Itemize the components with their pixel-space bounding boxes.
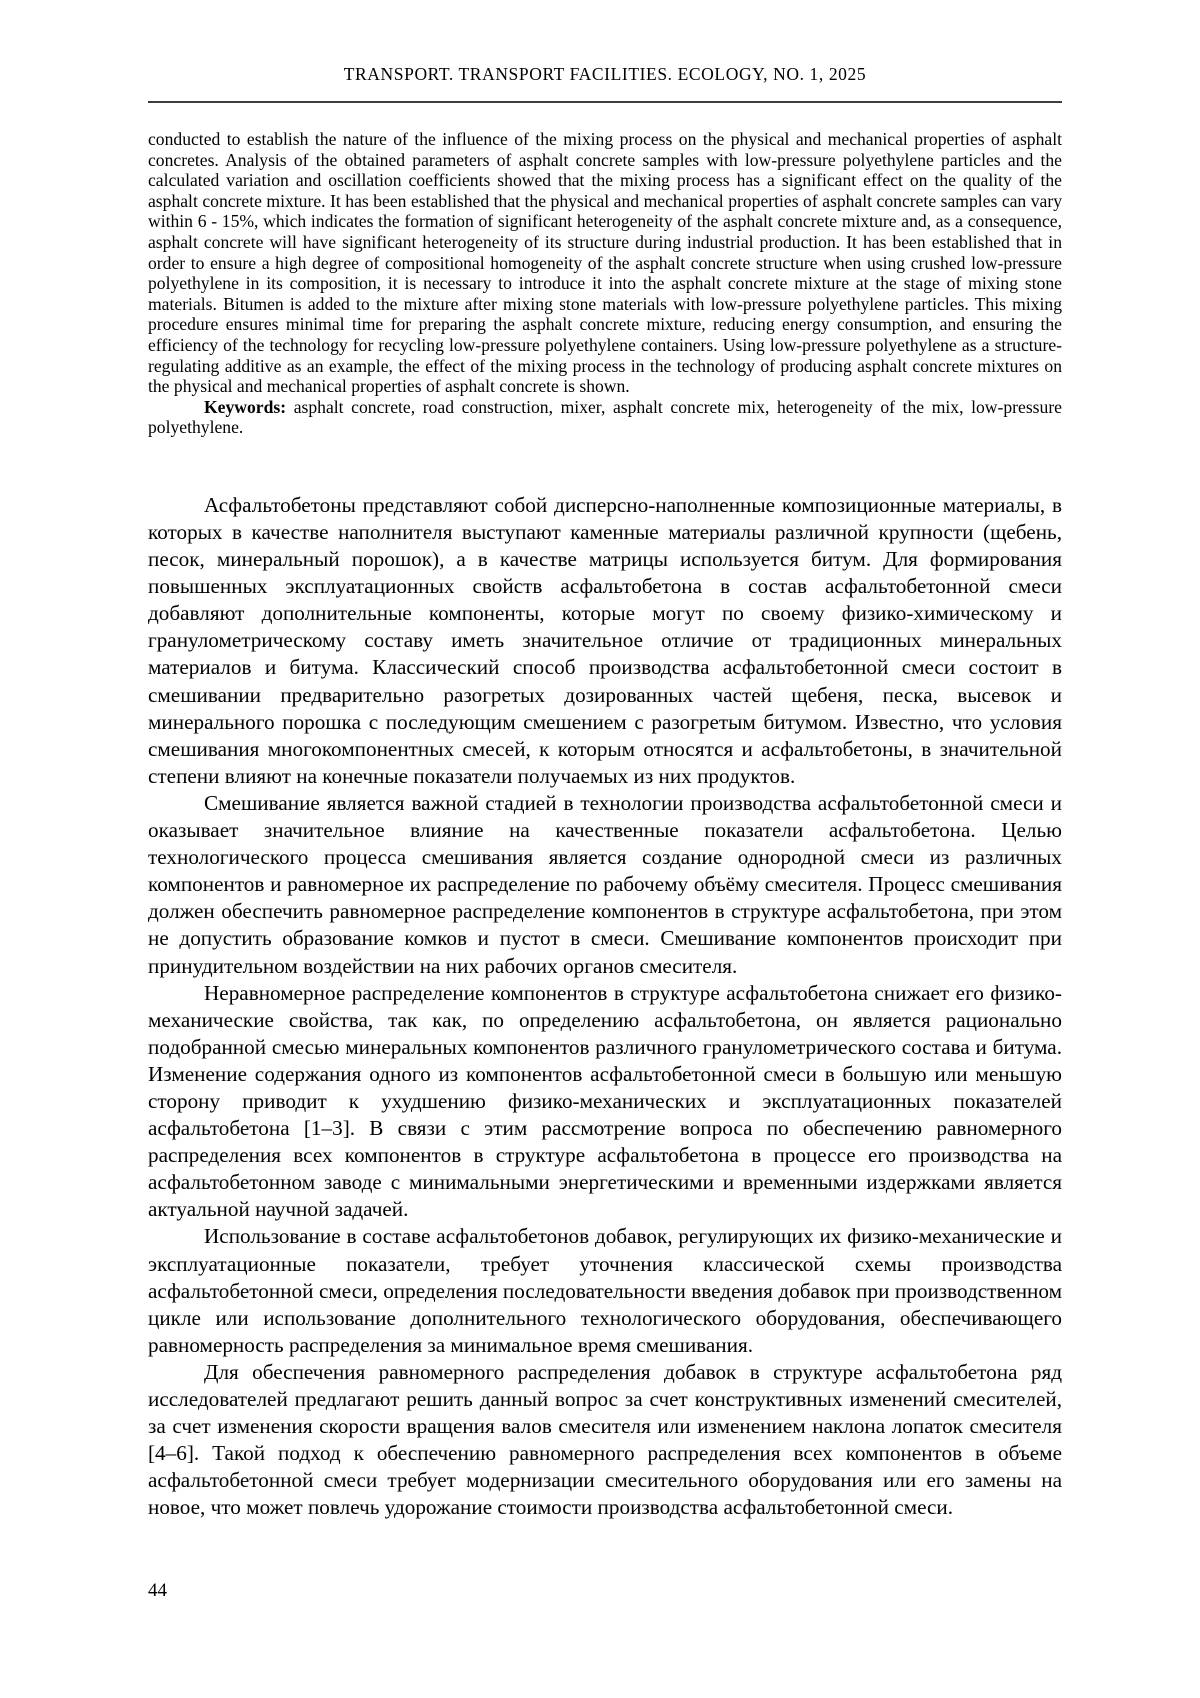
keywords-label: Keywords: <box>204 396 287 417</box>
page-number: 44 <box>148 1580 167 1601</box>
header-divider <box>148 101 1062 103</box>
journal-header: TRANSPORT. TRANSPORT FACILITIES. ECOLOGY, NO. 1, 2025 <box>343 64 867 84</box>
article-body <box>148 492 1062 1522</box>
body-paragraph: Неравномерное распределение компонентов в структуре асфальтобетона снижает его физико-механические свойства, так как, по определению асфальтобетона, он является рационально подобранной смесью минеральных компонентов различного гранулометрического состава и битума. Изменение содержания одного из компонентов асфальтобетонной смеси в большую или меньшую сторону приводит к ухудшению физико-механических и эксплуатационных показателей асфальтобетона [1–3]. В связи с этим рассмотрение вопроса по обеспечению равномерного распределения всех компонентов в структуре асфальтобетона в процессе его производства на асфальтобетонном заводе с минимальными энергетическими и временными издержками является актуальной научной задачей. <box>148 980 1062 1222</box>
page-content <box>148 0 1062 1698</box>
keywords-line <box>148 397 1062 438</box>
body-paragraph: Использование в составе асфальтобетонов добавок, регулирующих их физико-механические и эксплуатационные показатели, требует уточнения классической схемы производства асфальтобетонной смеси, определения последовательности введения добавок при производственном цикле или использование дополнительного технологического оборудования, обеспечивающего равномерность распределения за минимальное время смешивания. <box>148 1224 1062 1357</box>
abstract-text: conducted to establish the nature of the influence of the mixing process on the physical and mechanical properties of asphalt concretes. Analysis of the obtained parameters of asphalt concrete samples with low-pressure polyethylene particles and the calculated variation and oscillation coefficients showed that the mixing process has a significant effect on the quality of the asphalt concrete mixture. It has been established that the physical and mechanical properties of asphalt concrete samples can vary within 6 - 15%, which indicates the formation of significant heterogeneity of the asphalt concrete mixture and, as a consequence, asphalt concrete will have significant heterogeneity of its structure during industrial production. It has been established that in order to ensure a high degree of compositional homogeneity of the asphalt concrete structure when using crushed low-pressure polyethylene in its composition, it is necessary to introduce it into the asphalt concrete mixture at the stage of mixing stone materials. Bitumen is added to the mixture after mixing stone materials with low-pressure polyethylene particles. This mixing procedure ensures minimal time for preparing the asphalt concrete mixture, reducing energy consumption, and ensuring the efficiency of the technology for recycling low-pressure polyethylene containers. Using low-pressure polyethylene as a structure-regulating additive as an example, the effect of the mixing process in the technology of producing asphalt concrete mixtures on the physical and mechanical properties of asphalt concrete is shown. <box>148 129 1062 397</box>
body-paragraph: Асфальтобетоны представляют собой дисперсно-наполненные композиционные материалы, в которых в качестве наполнителя выступают каменные материалы различной крупности (щебень, песок, минеральный порошок), а в качестве матрицы используется битум. Для формирования повышенных эксплуатационных свойств асфальтобетона в состав асфальтобетонной смеси добавляют дополнительные компоненты, которые могут по своему физико-химическому и гранулометрическому составу иметь значительное отличие от традиционных минеральных материалов и битума. Классический способ производства асфальтобетонной смеси состоит в смешивании предварительно разогретых дозированных частей щебеня, песка, высевок и минерального порошка с последующим смешением с разогретым битумом. Известно, что условия смешивания многокомпонентных смесей, к которым относятся и асфальтобетоны, в значительной степени влияют на конечные показатели получаемых из них продуктов. <box>148 492 1062 788</box>
abstract-section <box>148 129 1062 438</box>
keywords-text: asphalt concrete, road construction, mixer, asphalt concrete mix, heterogeneity of the mix, low-pressure polyethylene. <box>148 396 1062 438</box>
body-paragraph: Смешивание является важной стадией в технологии производства асфальтобетонной смеси и оказывает значительное влияние на качественные показатели асфальтобетона. Целью технологического процесса смешивания является создание однородной смеси из различных компонентов и равномерное их распределение по рабочему объёму смесителя. Процесс смешивания должен обеспечить равномерное распределение компонентов в структуре асфальтобетона, при этом не допустить образование комков и пустот в смеси. Смешивание компонентов происходит при принудительном воздействии на них рабочих органов смесителя. <box>148 790 1062 978</box>
body-paragraph: Для обеспечения равномерного распределения добавок в структуре асфальтобетона ряд исследователей предлагают решить данный вопрос за счет конструктивных изменений смесителей, за счет изменения скорости вращения валов смесителя или изменением наклона лопаток смесителя [4–6]. Такой подход к обеспечению равномерного распределения всех компонентов в объеме асфальтобетонной смеси требует модернизации смесительного оборудования или его замены на новое, что может повлечь удорожание стоимости производства асфальтобетонной смеси. <box>148 1359 1062 1520</box>
